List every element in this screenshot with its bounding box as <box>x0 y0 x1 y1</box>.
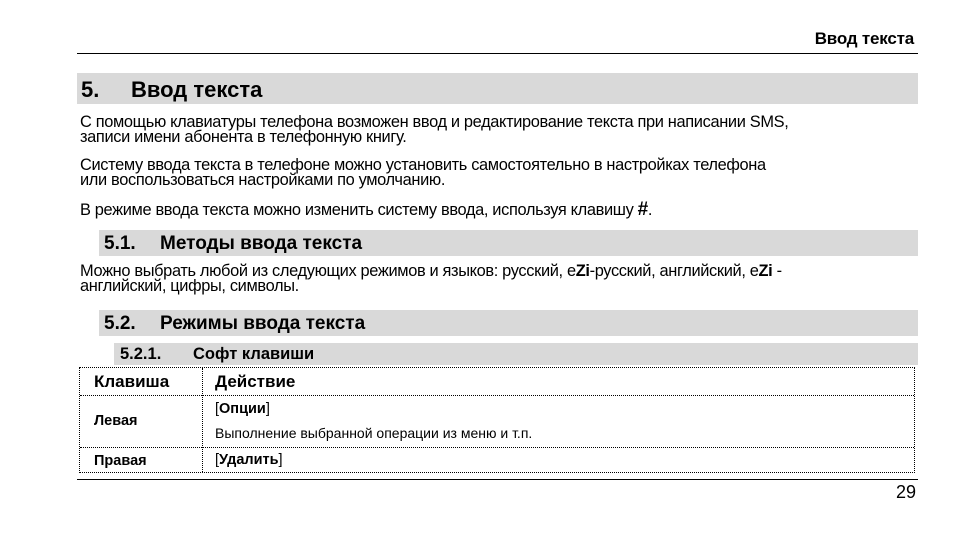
table-column-divider <box>202 368 203 472</box>
subsubsection-heading <box>114 343 918 365</box>
subsection-1-line-2: английский, цифры, символы. <box>80 276 299 295</box>
ezi-brand: Zi <box>575 262 590 280</box>
paragraph-1 <box>80 115 915 144</box>
subsection-1-line-1: Можно выбрать любой из следующих режимов и языков: русский, eZi-русский, английский, eZi - <box>80 262 782 280</box>
table-header-action: Действие <box>215 372 296 391</box>
header-rule <box>77 53 918 54</box>
section-title: Ввод текста <box>131 77 263 102</box>
table-row-divider <box>80 395 914 396</box>
paragraph-3 <box>80 199 915 220</box>
paragraph-2-line-2: или воспользоваться настройками по умолчанию. <box>80 170 446 189</box>
subsection-1-number: 5.1. <box>104 233 136 254</box>
hash-key: # <box>637 199 648 220</box>
table-header-key: Клавиша <box>94 372 170 391</box>
ezi-brand: Zi <box>758 262 773 280</box>
footer-rule <box>77 479 918 480</box>
page-number: 29 <box>895 482 916 502</box>
section-heading <box>77 73 918 104</box>
subsection-2-heading <box>99 310 918 336</box>
section-number: 5. <box>81 77 100 102</box>
table-row-left-action-desc: Выполнение выбранной операции из меню и т.п. <box>215 425 533 441</box>
paragraph-2 <box>80 158 915 187</box>
paragraph-1-line-1: С помощью клавиатуры телефона возможен ввод и редактирование текста при написании SMS, <box>80 113 789 131</box>
running-header-title: Ввод текста <box>814 29 914 48</box>
table-row-right-action-label: [Удалить] <box>215 452 283 468</box>
subsection-1-title: Методы ввода текста <box>160 233 363 254</box>
subsection-1-heading <box>99 230 918 256</box>
subsubsection-title: Софт клавиши <box>193 345 315 363</box>
table-row-right-key: Правая <box>94 453 147 469</box>
soft-keys-table <box>79 367 915 473</box>
subsubsection-number: 5.2.1. <box>120 345 162 363</box>
table-row-left-key: Левая <box>94 413 138 429</box>
paragraph-2-line-1: Систему ввода текста в телефоне можно установить самостоятельно в настройках телефона <box>80 156 766 174</box>
subsection-2-title: Режимы ввода текста <box>160 313 366 334</box>
table-row-left-action-label: [Опции] <box>215 401 270 417</box>
paragraph-1-line-2: записи имени абонента в телефонную книгу. <box>80 127 407 146</box>
table-row-divider <box>80 447 914 448</box>
subsection-1-paragraph <box>80 264 915 293</box>
paragraph-3-text: В режиме ввода текста можно изменить систему ввода, используя клавишу <box>80 201 638 219</box>
paragraph-3-end: . <box>647 201 653 219</box>
subsection-2-number: 5.2. <box>104 313 136 334</box>
